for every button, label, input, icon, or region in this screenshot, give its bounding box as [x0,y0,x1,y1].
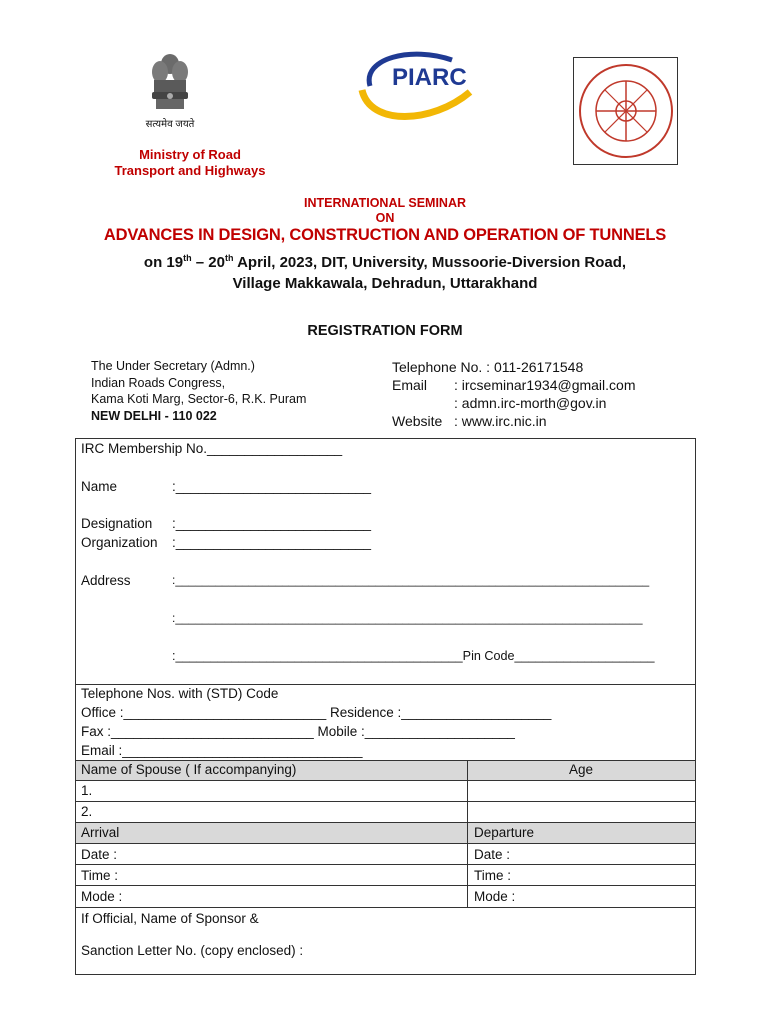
fax-mobile-field[interactable]: Fax :___________________________ Mobile :____________________ [81,724,515,739]
contact-details [392,358,636,430]
divider-spouse-row1 [75,801,696,802]
email-link-1[interactable]: : ircseminar1934@gmail.com [454,377,636,393]
seminar-heading [0,196,770,226]
spouse-name-header: Name of Spouse ( If accompanying) [81,762,297,777]
address-pincode-field[interactable]: :_________________________________________Pin Code____________________ [172,649,655,663]
email-link-2[interactable]: : admn.irc-morth@gov.in [454,395,607,411]
arrival-header: Arrival [81,825,120,840]
departure-date-field[interactable]: Date : [474,847,511,862]
travel-col-divider [467,822,468,907]
irc-seal-icon [574,58,677,164]
address-line1: The Under Secretary (Admn.) [91,359,255,373]
date-end: – 20 [191,254,225,271]
contact-telephone: Telephone No. : 011-26171548 [392,359,584,375]
address-line3: Kama Koti Marg, Sector-6, R.K. Puram [91,392,307,406]
email-label: Email [392,377,428,393]
ministry-name [60,147,320,179]
venue-line1: April, 2023, DIT, University, Mussoorie-Diversion Road, [233,254,627,271]
contact-email-row [392,376,636,394]
irc-seal-logo [573,57,678,165]
address-line4: NEW DELHI - 110 022 [91,408,217,423]
contact-email-row2 [392,394,636,412]
divider-travel-time [75,885,696,886]
seminar-dates-venue [0,248,770,294]
departure-header: Departure [474,825,535,840]
divider-travel-date [75,864,696,865]
emblem-motto: सत्यमेव जयते [145,119,195,130]
divider-spouse-header [75,780,696,781]
seminar-line1: INTERNATIONAL SEMINAR [303,196,467,210]
address-label: Address [81,573,131,588]
spouse-age-header: Age [569,762,594,777]
ministry-line2: Transport and Highways [114,163,266,178]
office-residence-field[interactable]: Office :___________________________ Residence :____________________ [81,705,552,720]
divider-spouse-top [75,760,696,761]
piarc-logo [352,46,482,121]
website-link[interactable]: : www.irc.nic.in [454,413,547,429]
registration-form-title: REGISTRATION FORM [307,323,463,339]
contact-website-row [392,412,636,430]
address-field-1[interactable]: :_______________________________________________________________________ [172,573,650,587]
travel-header-row [76,823,695,843]
organization-field[interactable]: :__________________________ [172,535,371,550]
dates-line [0,248,770,273]
postal-address [91,358,306,424]
organization-label: Organization [81,535,158,550]
ministry-line1: Ministry of Road [139,147,241,162]
venue-line2: Village Makkawala, Dehradun, Uttarakhand [232,275,538,292]
spouse-row-2[interactable]: 2. [81,804,93,819]
arrival-time-field[interactable]: Time : [81,868,118,883]
divider-travel-header [75,843,696,844]
date-start: on 19 [143,254,184,271]
email-field[interactable]: Email :________________________________ [81,743,363,758]
designation-label: Designation [81,516,153,531]
name-field[interactable]: :__________________________ [172,479,371,494]
website-label: Website [392,413,443,429]
seminar-title: ADVANCES IN DESIGN, CONSTRUCTION AND OPERATION OF TUNNELS [103,226,667,244]
piarc-logo-text: PIARC [392,64,467,91]
address-line2: Indian Roads Congress, [91,375,226,390]
departure-mode-field[interactable]: Mode : [474,889,516,904]
date-sup1: th [183,253,192,263]
arrival-date-field[interactable]: Date : [81,847,118,862]
seminar-line2: ON [375,211,395,225]
date-sup2: th [224,253,234,263]
address-field-2[interactable]: :______________________________________________________________________ [172,611,643,625]
arrival-mode-field[interactable]: Mode : [81,889,123,904]
national-emblem-logo [140,52,200,134]
spouse-row-1[interactable]: 1. [81,783,93,798]
irc-membership-field[interactable]: IRC Membership No.__________________ [81,441,343,456]
sponsor-label[interactable]: If Official, Name of Sponsor & [81,911,259,926]
departure-time-field[interactable]: Time : [474,868,511,883]
sanction-letter-label[interactable]: Sanction Letter No. (copy enclosed) : [81,943,304,958]
designation-field[interactable]: :__________________________ [172,516,371,531]
telephone-heading: Telephone Nos. with (STD) Code [81,686,279,701]
divider-travel-mode [75,907,696,908]
divider-telephone [75,684,696,685]
name-label: Name [81,479,118,494]
spouse-col-divider [467,760,468,822]
